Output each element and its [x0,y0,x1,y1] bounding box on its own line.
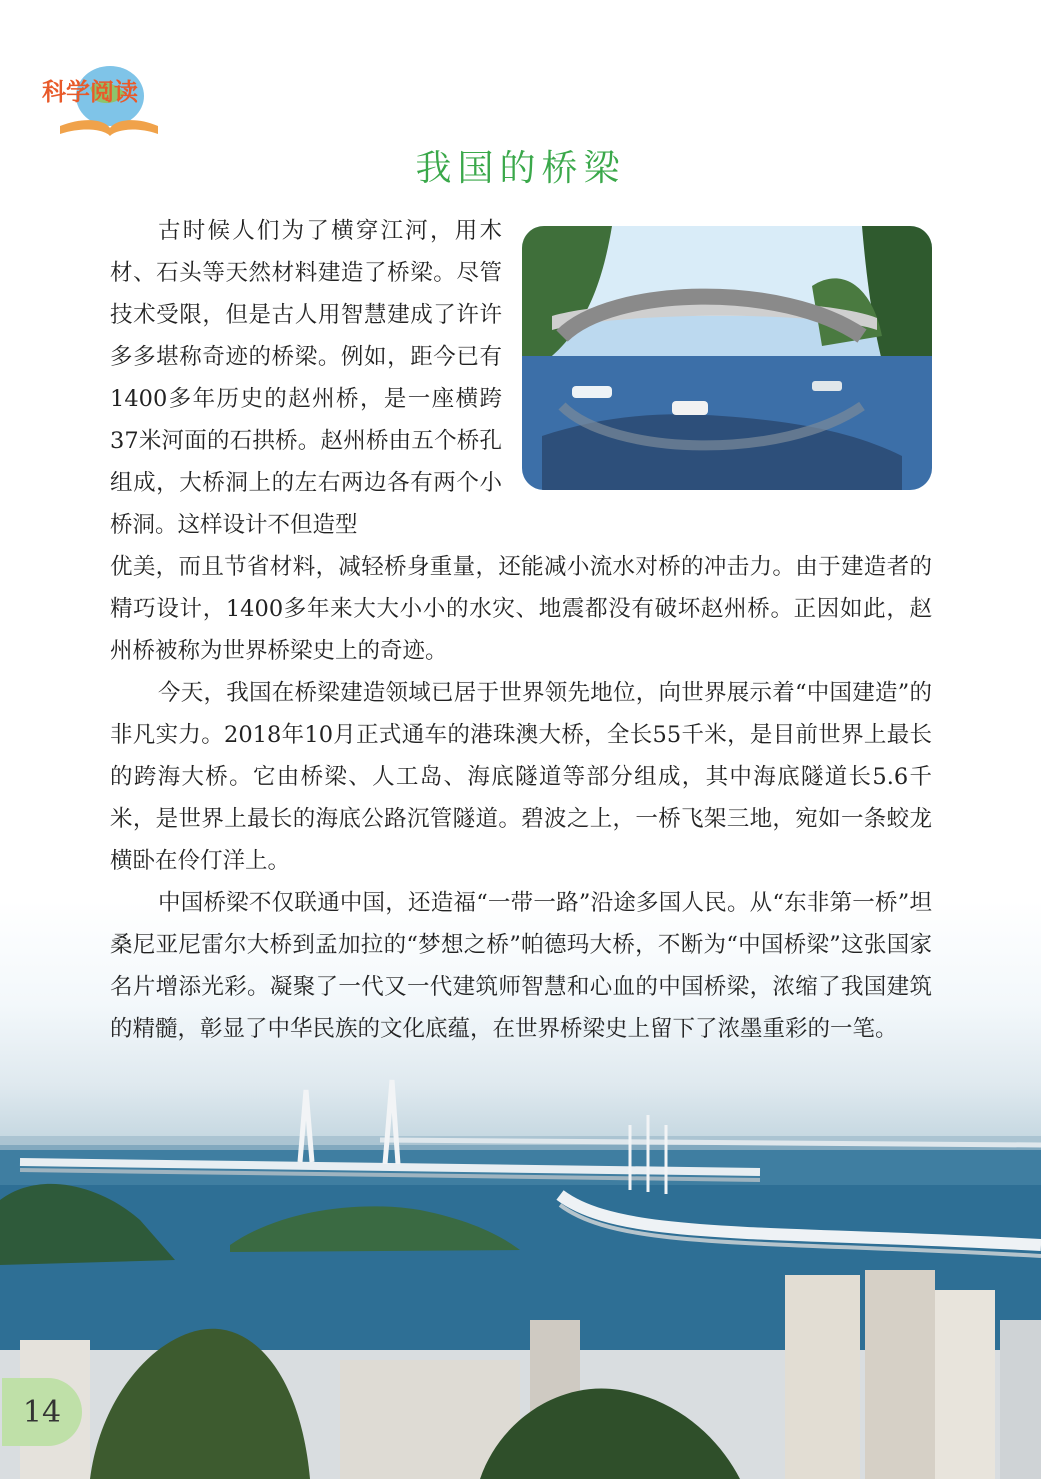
paragraph-2: 今天，我国在桥梁建造领域已居于世界领先地位，向世界展示着“中国建造”的非凡实力。2018年10月正式通车的港珠澳大桥，全长55千米，是目前世界上最长的跨海大桥。它由桥梁、人工岛、海底隧道等部分组成，其中海底隧道长5.6千米，是世界上最长的海底公路沉管隧道。碧波之上，一桥飞架三地，宛如一条蛟龙横卧在伶仃洋上。 [110,680,932,874]
page-number: 14 [2,1378,82,1446]
book-globe-icon [40,48,170,140]
page-title: 我国的桥梁 [415,148,626,189]
paragraph-3: 中国桥梁不仅联通中国，还造福“一带一路”沿途多国人民。从“东非第一桥”坦桑尼亚尼雷尔大桥到孟加拉的“梦想之桥”帕德玛大桥，不断为“中国桥梁”这张国家名片增添光彩。凝聚了一代又一代建筑师智慧和心血的中国桥梁，浓缩了我国建筑的精髓，彰显了中华民族的文化底蕴，在世界桥梁史上留下了浓墨重彩的一笔。 [110,890,932,1042]
paragraph-1-part-2: 优美，而且节省材料，减轻桥身重量，还能减小流水对桥的冲击力。由于建造者的精巧设计，1400多年来大大小小的水灾、地震都没有破坏赵州桥。正因如此，赵州桥被称为世界桥梁史上的奇迹。 [110,554,932,664]
paragraph-1-part-1: 古时候人们为了横穿江河，用木材、石头等天然材料建造了桥梁。尽管技术受限，但是古人用智慧建成了许许多多堪称奇迹的桥梁。例如，距今已有1400多年历史的赵州桥，是一座横跨37米河面的石拱桥。赵州桥由五个桥孔组成，大桥洞上的左右两边各有两个小桥洞。这样设计不但造型 [110,218,502,538]
logo-text: 科学阅读 [42,78,138,106]
zhaozhou-bridge-photo [522,226,932,490]
science-reading-logo [40,48,170,140]
